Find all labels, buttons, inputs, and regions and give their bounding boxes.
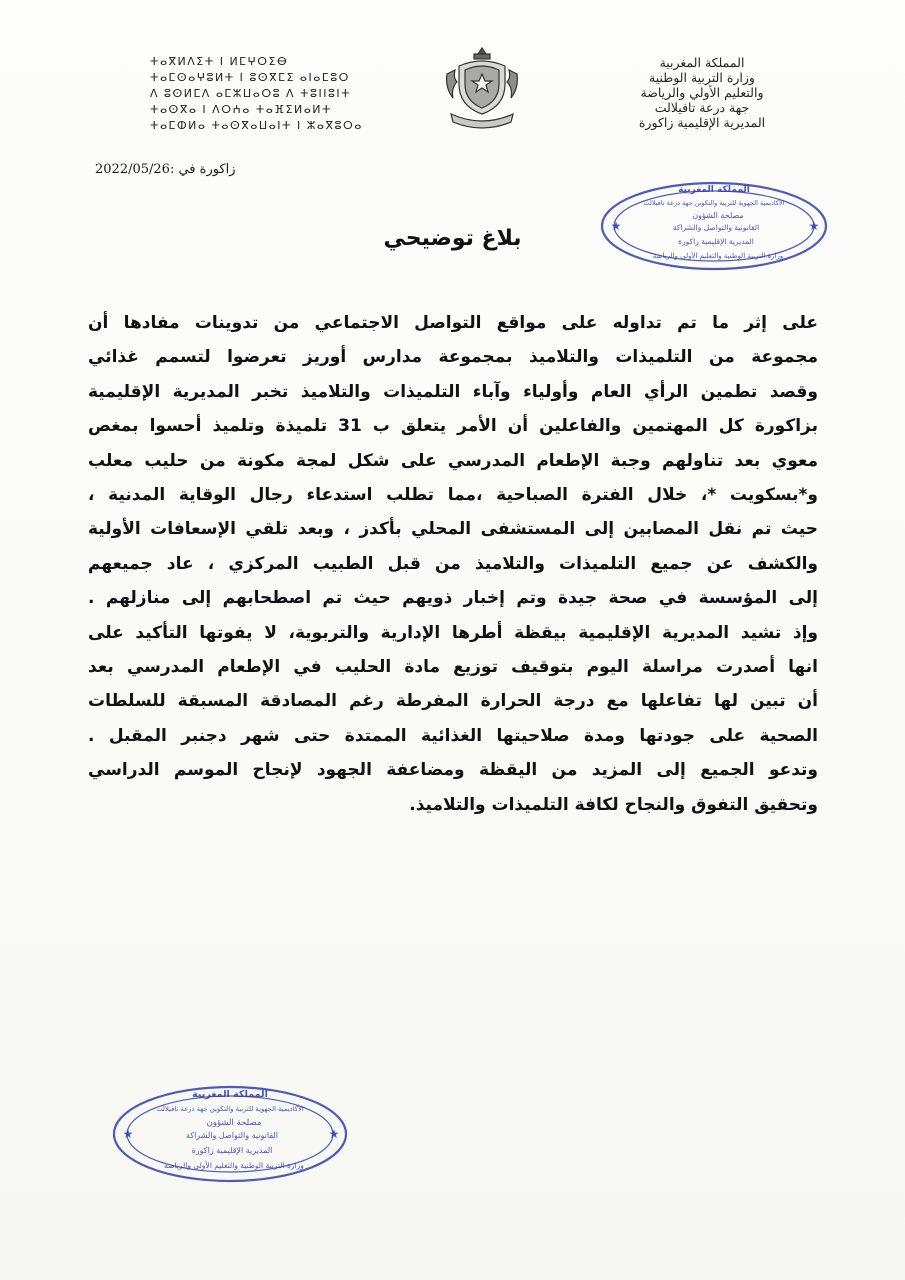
document-body — [88, 306, 818, 822]
stamp-text: وزارة التربية الوطنية والتعليم الأولي والرياضة — [164, 1161, 304, 1170]
header-line: وزارة التربية الوطنية — [649, 70, 755, 85]
stamp-text: مصلحة الشؤون — [692, 211, 744, 220]
star-icon: ★ — [610, 219, 622, 233]
body-line: مجموعة من التلميذات والتلاميذ بمجموعة مدارس أوريز تعرضوا لتسمم غذائي — [88, 347, 818, 368]
body-line: الصحية على جودتها ومدة صلاحيتها الغذائية الممتدة حتى شهر دجنبر المقبل . — [88, 725, 818, 746]
body-line: معوي بعد تناولهم وجبة الإطعام المدرسي على شكل لمجة مكونة من حليب معلب — [88, 450, 818, 471]
ministry-header-tifinagh — [150, 54, 400, 134]
stamp-text: القانونية والتواصل والشراكة — [185, 1131, 279, 1140]
official-stamp — [598, 178, 830, 274]
stamp-text: المديرية الإقليمية زاكورة — [678, 237, 754, 246]
stamp-text: المملكة المغربية — [192, 1089, 268, 1100]
stamp-text: المملكة المغربية — [678, 185, 750, 195]
body-line: وتدعو الجميع إلى المزيد من اليقظة ومضاعفة الجهود لإنجاح الموسم الدراسي — [88, 760, 818, 781]
stamp-text: مصلحة الشؤون — [206, 1118, 262, 1128]
official-stamp — [110, 1082, 350, 1186]
body-line: أن تبين لها تفاعلها مع درجة الحرارة المفرطة رغم المصادقة المسبقة للسلطات — [88, 691, 818, 712]
body-line: والكشف عن جميع التلميذات والتلاميذ من قبل الطبيب المركزي ، عاد جميعهم — [88, 553, 818, 574]
stamp-text: الأكاديمية الجهوية للتربية والتكوين جهة درعة تافيلالت — [643, 199, 785, 207]
body-line: وإذ تشيد المديرية الإقليمية بيقظة أطرها الإدارية والتربوية، لا يفوتها التأكيد على — [88, 622, 818, 643]
star-icon: ★ — [328, 1127, 340, 1141]
header-line: ⵜⴰⵙⴳⴰ ⵏ ⴷⵔⵄⴰ ⵜⴰⴼⵉⵍⴰⵍⵜ — [150, 103, 332, 116]
stamp-text: القانونية والتواصل والشراكة — [672, 223, 760, 232]
star-icon: ★ — [808, 219, 820, 233]
header-line: والتعليم الأولي والرياضة — [640, 85, 764, 100]
star-icon: ★ — [122, 1127, 134, 1141]
header-line: جهة درعة تافيلالت — [654, 100, 750, 115]
body-line: وتحقيق التفوق والنجاح لكافة التلميذات والتلاميذ. — [409, 794, 818, 815]
header-line: المديرية الإقليمية زاكورة — [638, 115, 766, 130]
ministry-header-arabic — [617, 55, 787, 130]
document-date: زاكورة في :2022/05/26 — [95, 162, 236, 177]
header-line: ⴷ ⵓⵙⵍⵎⴷ ⴰⵎⵣⵡⴰⵔⵓ ⴷ ⵜⵓⵏⵏⵓⵏⵜ — [150, 87, 352, 100]
coat-of-arms-icon — [441, 44, 523, 130]
header-line: المملكة المغربية — [659, 55, 745, 70]
body-line: وقصد تطمين الرأي العام وأولياء وآباء التلميذات والتلاميذ تخبر المديرية الإقليمية — [88, 381, 818, 402]
body-line: إلى المؤسسة في صحة جيدة وتم إخبار ذويهم حيث تم اصطحابهم إلى منازلهم . — [88, 588, 818, 609]
body-line: حيث تم نقل المصابين إلى المستشفى المحلي بأكدز ، وبعد تلقي الإسعافات الأولية — [88, 519, 818, 540]
body-line: على إثر ما تم تداوله على مواقع التواصل الاجتماعي من تدوينات مفادها أن — [88, 313, 818, 333]
document-title: بلاغ توضيحي — [383, 226, 522, 251]
body-line: بزاكورة كل المهتمين والفاعلين أن الأمر يتعلق ب 31 تلميذة وتلميذ أحسوا بمغص — [88, 416, 818, 437]
header-line: ⵜⴰⵎⵀⵍⴰ ⵜⴰⵙⴳⴰⵡⴰⵏⵜ ⵏ ⵣⴰⴳⵓⵔⴰ — [150, 119, 363, 132]
stamp-text: المديرية الإقليمية زاكورة — [191, 1146, 273, 1155]
stamp-text: وزارة التربية الوطنية والتعليم الأولي والرياضة — [652, 252, 784, 260]
header-line: ⵜⴰⵎⵙⴰⵖⵓⵍⵜ ⵏ ⵓⵙⴳⵎⵉ ⴰⵏⴰⵎⵓⵔ — [150, 71, 350, 84]
body-line: انها أصدرت مراسلة اليوم بتوقيف توزيع مادة الحليب في الإطعام المدرسي بعد — [88, 657, 818, 678]
header-line: ⵜⴰⴳⵍⴷⵉⵜ ⵏ ⵍⵎⵖⵔⵉⴱ — [150, 55, 289, 68]
body-line: و*بسكويت *، خلال الفترة الصباحية ،مما تطلب استدعاء رجال الوقاية المدنية ، — [88, 485, 818, 506]
stamp-text: الأكاديمية الجهوية للتربية والتكوين جهة درعة تافيلالت — [156, 1105, 304, 1113]
